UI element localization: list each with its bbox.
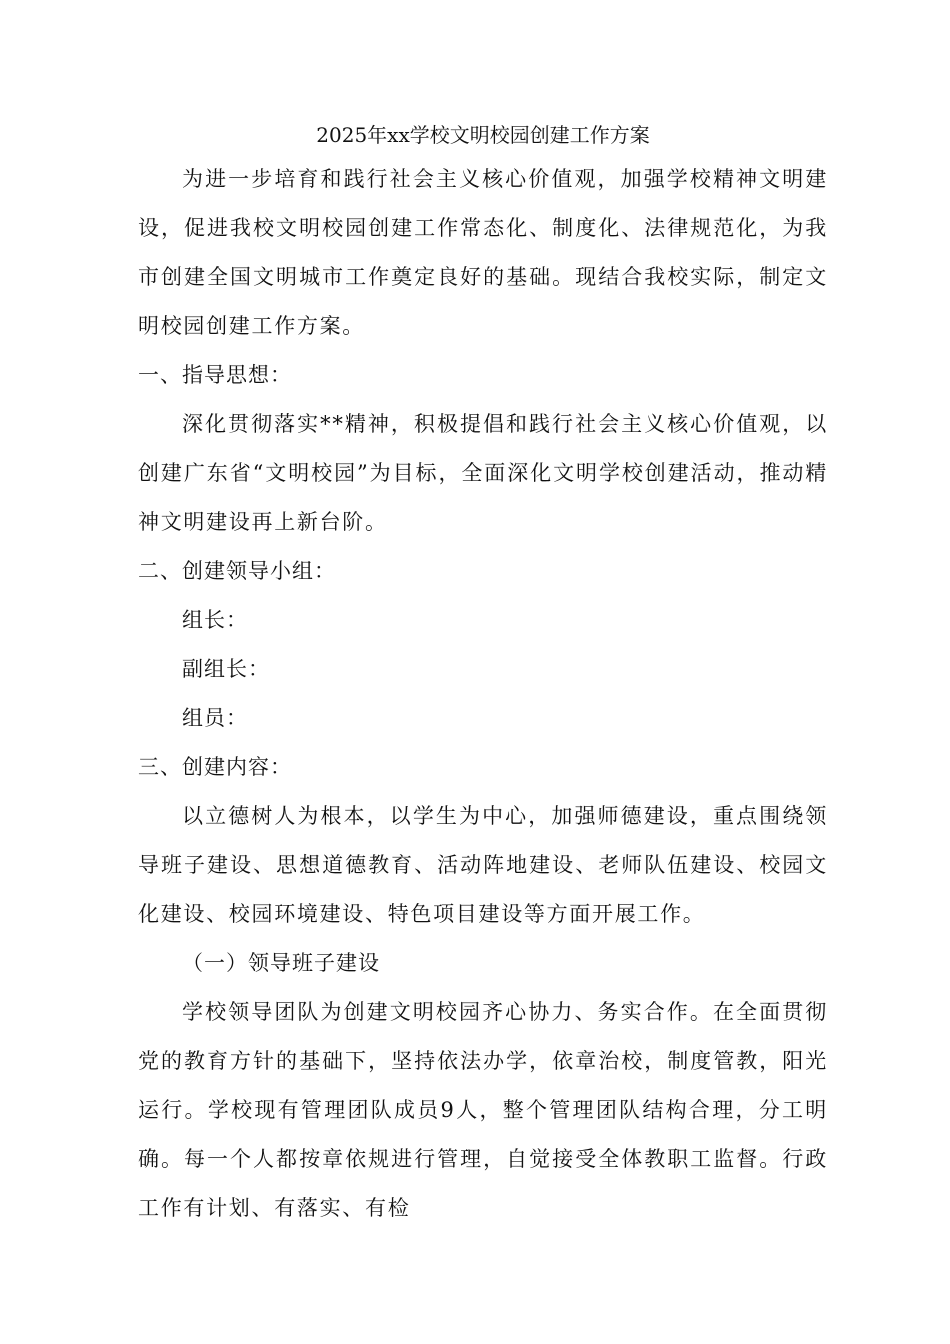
- intro-paragraph: 为进一步培育和践行社会主义核心价值观，加强学校精神文明建设，促进我校文明校园创建工作常态化、制度化、法律规范化，为我市创建全国文明城市工作奠定良好的基础。现结合我校实际，制定文明校园创建工作方案。: [138, 167, 828, 338]
- section-heading-leadership-group: 二、创建领导小组：: [138, 559, 336, 583]
- section-heading-content: 三、创建内容：: [138, 755, 292, 779]
- deputy-leader-label: 副组长：: [182, 657, 270, 681]
- leadership-team-paragraph: 学校领导团队为创建文明校园齐心协力、务实合作。在全面贯彻党的教育方针的基础下，坚持依法办学，依章治校，制度管教，阳光运行。学校现有管理团队成员9人，整个管理团队结构合理，分工明确。每一个人都按章依规进行管理，自觉接受全体教职工监督。行政工作有计划、有落实、有检: [138, 1000, 828, 1220]
- guiding-ideology-paragraph: 深化贯彻落实**精神，积极提倡和践行社会主义核心价值观，以创建广东省“文明校园”为目标，全面深化文明学校创建活动，推动精神文明建设再上新台阶。: [138, 412, 828, 534]
- content-paragraph: 以立德树人为根本，以学生为中心，加强师德建设，重点围绕领导班子建设、思想道德教育、活动阵地建设、老师队伍建设、校园文化建设、校园环境建设、特色项目建设等方面开展工作。: [138, 804, 828, 926]
- subsection-heading-leadership-team: （一）领导班子建设: [182, 951, 380, 975]
- group-members-label: 组员：: [182, 706, 248, 730]
- section-heading-guiding-ideology: 一、指导思想：: [138, 363, 292, 387]
- document-body: [138, 115, 828, 1233]
- group-leader-label: 组长：: [182, 608, 248, 632]
- document-title: 2025年xx学校文明校园创建工作方案: [316, 123, 650, 147]
